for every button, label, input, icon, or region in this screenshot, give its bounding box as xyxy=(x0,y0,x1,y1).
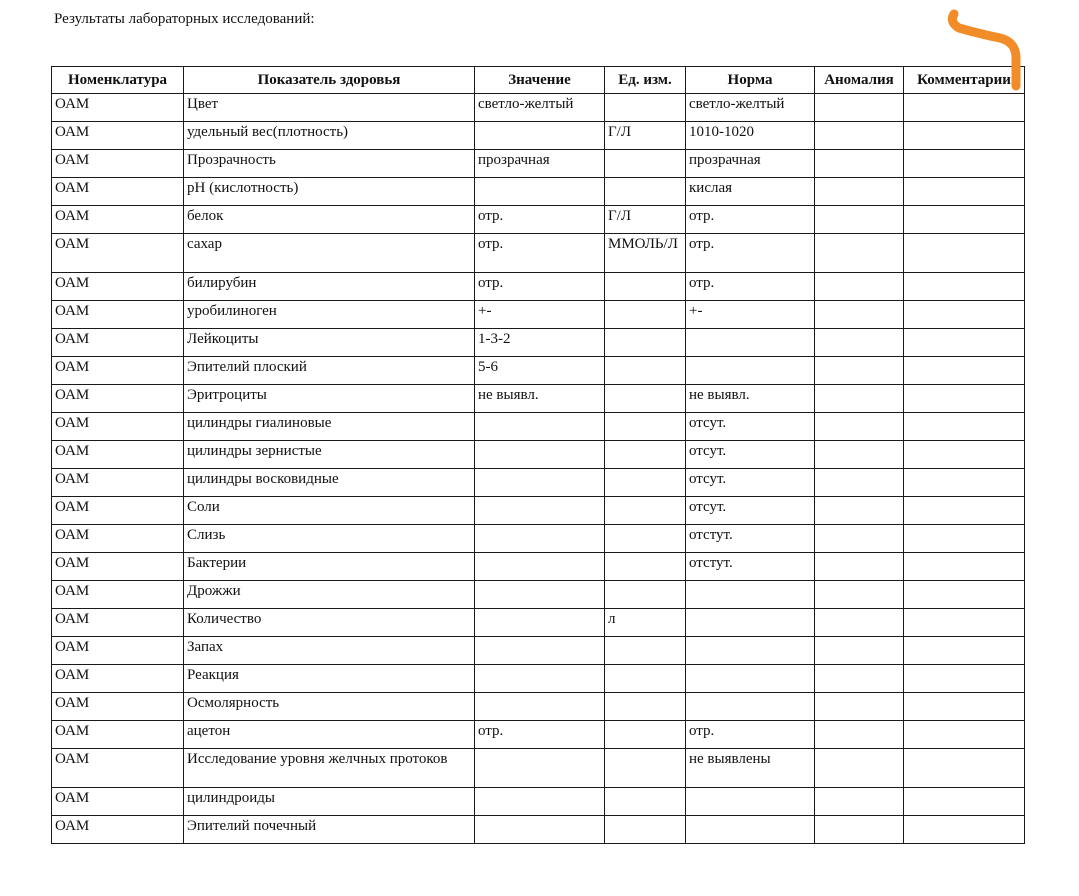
table-row xyxy=(52,329,1025,357)
value-cell xyxy=(475,122,605,150)
unit-cell xyxy=(605,693,686,721)
value-cell xyxy=(475,749,605,788)
norm-cell: не выявл. xyxy=(686,385,815,413)
value-cell: отр. xyxy=(475,273,605,301)
nomenclature-cell: ОАМ xyxy=(52,94,184,122)
anomaly-cell xyxy=(815,273,904,301)
indicator-cell: билирубин xyxy=(184,273,475,301)
table-row xyxy=(52,234,1025,273)
unit-cell: Г/Л xyxy=(605,122,686,150)
table-row xyxy=(52,525,1025,553)
table-row xyxy=(52,273,1025,301)
comment-cell xyxy=(904,749,1025,788)
anomaly-cell xyxy=(815,441,904,469)
comment-cell xyxy=(904,525,1025,553)
anomaly-cell xyxy=(815,497,904,525)
comment-cell xyxy=(904,150,1025,178)
unit-cell: Г/Л xyxy=(605,206,686,234)
norm-cell xyxy=(686,788,815,816)
comment-cell xyxy=(904,788,1025,816)
table-row xyxy=(52,441,1025,469)
table-row xyxy=(52,816,1025,844)
comment-cell xyxy=(904,206,1025,234)
comment-cell xyxy=(904,301,1025,329)
nomenclature-cell: ОАМ xyxy=(52,150,184,178)
value-cell xyxy=(475,553,605,581)
comment-cell xyxy=(904,553,1025,581)
nomenclature-cell: ОАМ xyxy=(52,469,184,497)
value-cell: не выявл. xyxy=(475,385,605,413)
table-row xyxy=(52,469,1025,497)
comment-cell xyxy=(904,637,1025,665)
nomenclature-cell: ОАМ xyxy=(52,441,184,469)
table-row xyxy=(52,581,1025,609)
indicator-cell: Осмолярность xyxy=(184,693,475,721)
header-norm: Норма xyxy=(686,67,815,94)
comment-cell xyxy=(904,693,1025,721)
norm-cell: отсут. xyxy=(686,497,815,525)
comment-cell xyxy=(904,497,1025,525)
value-cell xyxy=(475,665,605,693)
indicator-cell: Эпителий почечный xyxy=(184,816,475,844)
anomaly-cell xyxy=(815,301,904,329)
comment-cell xyxy=(904,234,1025,273)
nomenclature-cell: ОАМ xyxy=(52,329,184,357)
unit-cell xyxy=(605,553,686,581)
unit-cell xyxy=(605,637,686,665)
norm-cell xyxy=(686,693,815,721)
nomenclature-cell: ОАМ xyxy=(52,525,184,553)
indicator-cell: цилиндры зернистые xyxy=(184,441,475,469)
value-cell: отр. xyxy=(475,721,605,749)
norm-cell xyxy=(686,609,815,637)
table-row xyxy=(52,385,1025,413)
header-health-indicator: Показатель здоровья xyxy=(184,67,475,94)
indicator-cell: Исследование уровня желчных протоков xyxy=(184,749,475,788)
unit-cell xyxy=(605,301,686,329)
table-row xyxy=(52,413,1025,441)
lab-results-table xyxy=(51,66,1025,844)
norm-cell: отсут. xyxy=(686,441,815,469)
table-row xyxy=(52,637,1025,665)
indicator-cell: белок xyxy=(184,206,475,234)
anomaly-cell xyxy=(815,553,904,581)
nomenclature-cell: ОАМ xyxy=(52,665,184,693)
anomaly-cell xyxy=(815,609,904,637)
norm-cell: 1010-1020 xyxy=(686,122,815,150)
norm-cell: светло-желтый xyxy=(686,94,815,122)
indicator-cell: сахар xyxy=(184,234,475,273)
comment-cell xyxy=(904,665,1025,693)
norm-cell: отр. xyxy=(686,234,815,273)
table-row xyxy=(52,749,1025,788)
norm-cell: +- xyxy=(686,301,815,329)
nomenclature-cell: ОАМ xyxy=(52,497,184,525)
table-row xyxy=(52,609,1025,637)
document-title: Результаты лабораторных исследований: xyxy=(54,11,315,27)
anomaly-cell xyxy=(815,385,904,413)
norm-cell: отр. xyxy=(686,273,815,301)
table-body xyxy=(52,94,1025,844)
comment-cell xyxy=(904,357,1025,385)
indicator-cell: Цвет xyxy=(184,94,475,122)
value-cell: прозрачная xyxy=(475,150,605,178)
unit-cell xyxy=(605,525,686,553)
nomenclature-cell: ОАМ xyxy=(52,413,184,441)
comment-cell xyxy=(904,413,1025,441)
norm-cell: отр. xyxy=(686,721,815,749)
nomenclature-cell: ОАМ xyxy=(52,385,184,413)
anomaly-cell xyxy=(815,788,904,816)
nomenclature-cell: ОАМ xyxy=(52,357,184,385)
anomaly-cell xyxy=(815,693,904,721)
unit-cell xyxy=(605,469,686,497)
table-row xyxy=(52,553,1025,581)
table-row xyxy=(52,721,1025,749)
nomenclature-cell: ОАМ xyxy=(52,234,184,273)
anomaly-cell xyxy=(815,329,904,357)
nomenclature-cell: ОАМ xyxy=(52,637,184,665)
unit-cell xyxy=(605,816,686,844)
indicator-cell: Запах xyxy=(184,637,475,665)
unit-cell xyxy=(605,94,686,122)
comment-cell xyxy=(904,816,1025,844)
norm-cell: прозрачная xyxy=(686,150,815,178)
norm-cell: не выявлены xyxy=(686,749,815,788)
indicator-cell: Соли xyxy=(184,497,475,525)
nomenclature-cell: ОАМ xyxy=(52,553,184,581)
unit-cell: ММОЛЬ/Л xyxy=(605,234,686,273)
indicator-cell: удельный вес(плотность) xyxy=(184,122,475,150)
table-row xyxy=(52,357,1025,385)
table-row xyxy=(52,150,1025,178)
norm-cell xyxy=(686,357,815,385)
norm-cell: кислая xyxy=(686,178,815,206)
table-row xyxy=(52,497,1025,525)
unit-cell xyxy=(605,150,686,178)
unit-cell: л xyxy=(605,609,686,637)
anomaly-cell xyxy=(815,413,904,441)
header-anomaly: Аномалия xyxy=(815,67,904,94)
anomaly-cell xyxy=(815,749,904,788)
unit-cell xyxy=(605,665,686,693)
value-cell xyxy=(475,178,605,206)
value-cell xyxy=(475,788,605,816)
indicator-cell: Лейкоциты xyxy=(184,329,475,357)
value-cell xyxy=(475,609,605,637)
value-cell: +- xyxy=(475,301,605,329)
norm-cell xyxy=(686,816,815,844)
nomenclature-cell: ОАМ xyxy=(52,206,184,234)
nomenclature-cell: ОАМ xyxy=(52,816,184,844)
unit-cell xyxy=(605,788,686,816)
unit-cell xyxy=(605,721,686,749)
value-cell xyxy=(475,637,605,665)
unit-cell xyxy=(605,413,686,441)
value-cell xyxy=(475,693,605,721)
indicator-cell: Прозрачность xyxy=(184,150,475,178)
unit-cell xyxy=(605,749,686,788)
norm-cell xyxy=(686,637,815,665)
comment-cell xyxy=(904,441,1025,469)
header-comments: Комментарии xyxy=(904,67,1025,94)
anomaly-cell xyxy=(815,469,904,497)
indicator-cell: Эпителий плоский xyxy=(184,357,475,385)
table-row xyxy=(52,301,1025,329)
norm-cell xyxy=(686,581,815,609)
nomenclature-cell: ОАМ xyxy=(52,178,184,206)
unit-cell xyxy=(605,581,686,609)
value-cell xyxy=(475,497,605,525)
comment-cell xyxy=(904,609,1025,637)
norm-cell xyxy=(686,665,815,693)
comment-cell xyxy=(904,122,1025,150)
value-cell: светло-желтый xyxy=(475,94,605,122)
norm-cell: отстут. xyxy=(686,525,815,553)
unit-cell xyxy=(605,273,686,301)
unit-cell xyxy=(605,385,686,413)
anomaly-cell xyxy=(815,581,904,609)
table-row xyxy=(52,178,1025,206)
comment-cell xyxy=(904,385,1025,413)
comment-cell xyxy=(904,469,1025,497)
value-cell: отр. xyxy=(475,206,605,234)
value-cell: 1-3-2 xyxy=(475,329,605,357)
anomaly-cell xyxy=(815,206,904,234)
unit-cell xyxy=(605,329,686,357)
table-row xyxy=(52,788,1025,816)
nomenclature-cell: ОАМ xyxy=(52,609,184,637)
indicator-cell: Эритроциты xyxy=(184,385,475,413)
anomaly-cell xyxy=(815,94,904,122)
table-row xyxy=(52,94,1025,122)
anomaly-cell xyxy=(815,721,904,749)
norm-cell: отстут. xyxy=(686,553,815,581)
norm-cell: отсут. xyxy=(686,469,815,497)
nomenclature-cell: ОАМ xyxy=(52,273,184,301)
anomaly-cell xyxy=(815,150,904,178)
nomenclature-cell: ОАМ xyxy=(52,581,184,609)
indicator-cell: цилиндроиды xyxy=(184,788,475,816)
value-cell: 5-6 xyxy=(475,357,605,385)
anomaly-cell xyxy=(815,357,904,385)
unit-cell xyxy=(605,178,686,206)
value-cell: отр. xyxy=(475,234,605,273)
value-cell xyxy=(475,441,605,469)
unit-cell xyxy=(605,357,686,385)
anomaly-cell xyxy=(815,525,904,553)
anomaly-cell xyxy=(815,637,904,665)
anomaly-cell xyxy=(815,178,904,206)
indicator-cell: pH (кислотность) xyxy=(184,178,475,206)
comment-cell xyxy=(904,178,1025,206)
comment-cell xyxy=(904,581,1025,609)
value-cell xyxy=(475,413,605,441)
unit-cell xyxy=(605,497,686,525)
comment-cell xyxy=(904,94,1025,122)
value-cell xyxy=(475,469,605,497)
table-row xyxy=(52,665,1025,693)
norm-cell xyxy=(686,329,815,357)
comment-cell xyxy=(904,721,1025,749)
indicator-cell: цилиндры восковидные xyxy=(184,469,475,497)
anomaly-cell xyxy=(815,122,904,150)
indicator-cell: цилиндры гиалиновые xyxy=(184,413,475,441)
indicator-cell: Бактерии xyxy=(184,553,475,581)
nomenclature-cell: ОАМ xyxy=(52,122,184,150)
indicator-cell: Количество xyxy=(184,609,475,637)
indicator-cell: уробилиноген xyxy=(184,301,475,329)
header-unit: Ед. изм. xyxy=(605,67,686,94)
indicator-cell: Слизь xyxy=(184,525,475,553)
table-header-row xyxy=(52,67,1025,94)
value-cell xyxy=(475,525,605,553)
nomenclature-cell: ОАМ xyxy=(52,301,184,329)
nomenclature-cell: ОАМ xyxy=(52,721,184,749)
norm-cell: отсут. xyxy=(686,413,815,441)
unit-cell xyxy=(605,441,686,469)
header-nomenclature: Номенклатура xyxy=(52,67,184,94)
value-cell xyxy=(475,581,605,609)
comment-cell xyxy=(904,273,1025,301)
nomenclature-cell: ОАМ xyxy=(52,693,184,721)
value-cell xyxy=(475,816,605,844)
anomaly-cell xyxy=(815,816,904,844)
nomenclature-cell: ОАМ xyxy=(52,788,184,816)
indicator-cell: Реакция xyxy=(184,665,475,693)
table-row xyxy=(52,122,1025,150)
norm-cell: отр. xyxy=(686,206,815,234)
indicator-cell: Дрожжи xyxy=(184,581,475,609)
header-value: Значение xyxy=(475,67,605,94)
anomaly-cell xyxy=(815,234,904,273)
indicator-cell: ацетон xyxy=(184,721,475,749)
table-row xyxy=(52,693,1025,721)
nomenclature-cell: ОАМ xyxy=(52,749,184,788)
table-row xyxy=(52,206,1025,234)
anomaly-cell xyxy=(815,665,904,693)
comment-cell xyxy=(904,329,1025,357)
